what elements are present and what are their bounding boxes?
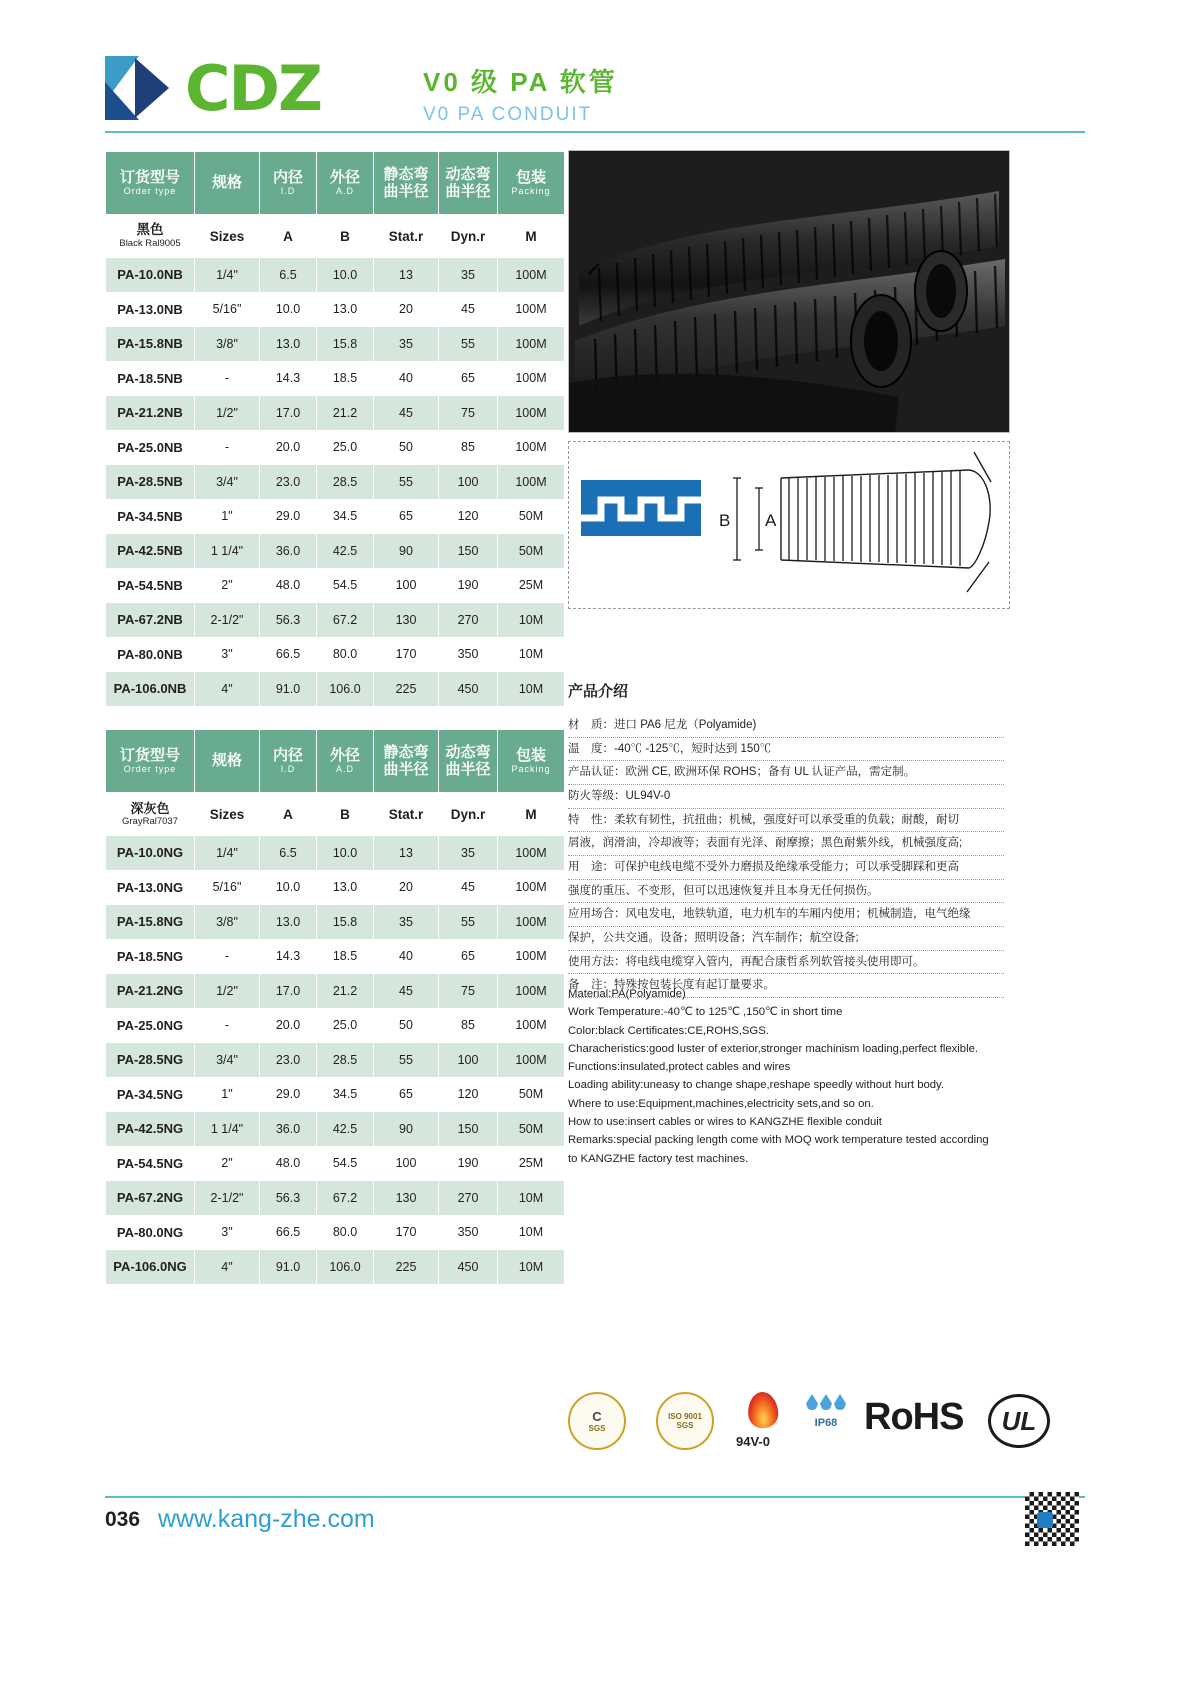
table-cell: 4" [195,1250,260,1285]
table-cell: PA-13.0NG [106,870,195,905]
table-cell: 5/16" [195,292,260,327]
table-cell: 225 [374,1250,439,1285]
subheader-ad: B [317,215,374,258]
table-row [106,465,565,500]
subheader-stat: Stat.r [374,215,439,258]
certification-badges [568,1390,1037,1460]
subheader-dyn: Dyn.r [439,793,498,836]
table-cell: 13 [374,258,439,293]
table-cell: 106.0 [317,1250,374,1285]
table-cell: 36.0 [260,534,317,569]
label-b: B [719,511,731,530]
table-cell: 350 [439,1215,498,1250]
table-cell: 270 [439,603,498,638]
table-cell: 6.5 [260,836,317,871]
product-spec-line: 应用场合：风电发电，地铁轨道，电力机车的车厢内使用；机械制造，电气绝缘 [568,903,1004,927]
table-cell: PA-13.0NB [106,292,195,327]
table-cell: 10M [498,1250,565,1285]
table-cell: PA-21.2NB [106,396,195,431]
table-cell: 54.5 [317,1146,374,1181]
table-row [106,939,565,974]
table-cell: 85 [439,1008,498,1043]
table-cell: 2" [195,568,260,603]
table-cell: 130 [374,1181,439,1216]
table-header-row [106,730,565,793]
column-header: 订货型号 Order type [106,730,195,793]
table-cell: 85 [439,430,498,465]
table-cell: 13.0 [317,870,374,905]
table-row [106,1181,565,1216]
table-cell: 45 [439,870,498,905]
table-cell: 2" [195,1146,260,1181]
table-cell: 3/8" [195,905,260,940]
table-cell: 75 [439,974,498,1009]
table-cell: 21.2 [317,974,374,1009]
table-cell: 90 [374,534,439,569]
table-cell: 14.3 [260,361,317,396]
product-spec-line-en: Functions:insulated,protect cables and wires [568,1061,791,1074]
table-cell: 190 [439,568,498,603]
table-cell: - [195,361,260,396]
table-cell: 40 [374,939,439,974]
table-cell: 2-1/2" [195,603,260,638]
sgs-icon: C SGS [568,1392,626,1450]
spec-table-black [105,151,565,707]
table-cell: 5/16" [195,870,260,905]
table-cell: 1/2" [195,396,260,431]
table-cell: 1 1/4" [195,1112,260,1147]
table-cell: 42.5 [317,1112,374,1147]
product-spec-line: 特 性：柔软有韧性，抗扭曲；机械，强度好可以承受重的负载；耐酸，耐切 [568,809,1004,833]
table-row [106,430,565,465]
table-cell: 100 [374,1146,439,1181]
table-cell: 170 [374,1215,439,1250]
table-cell: 67.2 [317,1181,374,1216]
table-cell: 106.0 [317,672,374,707]
table-cell: 1" [195,499,260,534]
table-cell: 67.2 [317,603,374,638]
table-cell: PA-15.8NB [106,327,195,362]
table-cell: 13.0 [317,292,374,327]
table-cell: 3/8" [195,327,260,362]
table-cell: 20 [374,292,439,327]
table-cell: 40 [374,361,439,396]
table-cell: 25M [498,1146,565,1181]
table-cell: 55 [374,1043,439,1078]
table-row [106,258,565,293]
table-row [106,568,565,603]
table-cell: 21.2 [317,396,374,431]
column-header: 内径 I.D [260,152,317,215]
table-cell: 48.0 [260,1146,317,1181]
table-cell: 91.0 [260,1250,317,1285]
table-cell: - [195,939,260,974]
table-row [106,1146,565,1181]
table-cell: 100M [498,327,565,362]
table-cell: 100 [374,568,439,603]
table-cell: 1" [195,1077,260,1112]
table-cell: 100M [498,258,565,293]
table-cell: PA-42.5NB [106,534,195,569]
table-cell: 50M [498,1077,565,1112]
table-cell: 10M [498,603,565,638]
table-cell: 28.5 [317,465,374,500]
table-cell: 35 [374,327,439,362]
iso-9001-icon: ISO 9001 SGS [656,1392,714,1450]
table-cell: 120 [439,1077,498,1112]
table-cell: 54.5 [317,568,374,603]
footer-divider [105,1496,1085,1498]
product-spec-line: 备 注：特殊按包装长度有起订量要求。 [568,974,1004,998]
flame-icon [747,1391,779,1429]
qr-center-icon [1037,1512,1053,1528]
table-cell: 100M [498,939,565,974]
table-cell: 50M [498,1112,565,1147]
table-cell: PA-18.5NB [106,361,195,396]
table-cell: 48.0 [260,568,317,603]
product-intro-en-list [568,985,998,1168]
product-spec-line-en: How to use:insert cables or wires to KANGZHE flexible conduit [568,1116,882,1129]
page-number: 036 [105,1508,141,1531]
color-cell: 深灰色 GrayRal7037 [106,793,195,836]
table-row [106,870,565,905]
product-spec-line-en: Loading ability:uneasy to change shape,reshape speedly without hurt body. [568,1079,944,1092]
table-cell: PA-42.5NG [106,1112,195,1147]
table-cell: PA-67.2NG [106,1181,195,1216]
table-cell: 100 [439,1043,498,1078]
table-cell: 29.0 [260,499,317,534]
product-spec-line-en: Where to use:Equipment,machines,electricity sets,and so on. [568,1097,874,1110]
table-cell: 23.0 [260,465,317,500]
table-cell: - [195,430,260,465]
table-cell: 20.0 [260,1008,317,1043]
product-photo [568,150,1010,433]
table-row [106,361,565,396]
product-intro-title: 产品介绍 [568,683,629,700]
table-cell: 65 [374,499,439,534]
table-cell: 13 [374,836,439,871]
table-cell: 100M [498,292,565,327]
product-intro-cn-list [568,714,1004,998]
column-header: 规格 [195,152,260,215]
table-cell: 3" [195,1215,260,1250]
table-cell: 130 [374,603,439,638]
product-spec-line-en: Characheristics:good luster of exterior,stronger machinism loading,perfect flexible. [568,1042,979,1055]
table-cell: PA-25.0NG [106,1008,195,1043]
column-header: 包装 Packing [498,152,565,215]
table-cell: PA-28.5NG [106,1043,195,1078]
table-cell: 100M [498,905,565,940]
table-cell: 36.0 [260,1112,317,1147]
table-cell: PA-34.5NB [106,499,195,534]
table-row [106,1077,565,1112]
table-cell: 100M [498,396,565,431]
website-link[interactable]: www.kang-zhe.com [158,1505,375,1533]
table-cell: 10M [498,1215,565,1250]
subheader-id: A [260,215,317,258]
table-cell: 66.5 [260,637,317,672]
table-row [106,1215,565,1250]
table-cell: 25.0 [317,1008,374,1043]
table-cell: 17.0 [260,396,317,431]
table-row [106,1250,565,1285]
product-spec-line-en: Work Temperature:-40℃ to 125℃ ,150℃ in short time [568,1006,843,1019]
table-cell: PA-54.5NB [106,568,195,603]
table-row [106,1112,565,1147]
color-cell: 黑色 Black Ral9005 [106,215,195,258]
table-header-row [106,152,565,215]
table-cell: 35 [374,905,439,940]
table-cell: 23.0 [260,1043,317,1078]
table-cell: 1/2" [195,974,260,1009]
table-cell: 29.0 [260,1077,317,1112]
page-header [105,48,1085,136]
table-cell: 13.0 [260,905,317,940]
table-row [106,905,565,940]
table-cell: 28.5 [317,1043,374,1078]
conduit-photo-illustration [569,151,1009,432]
table-cell: 3" [195,637,260,672]
table-cell: 55 [439,327,498,362]
table-cell: 18.5 [317,361,374,396]
table-row [106,534,565,569]
table-row [106,836,565,871]
table-cell: 100M [498,1008,565,1043]
table-cell: PA-106.0NB [106,672,195,707]
table-cell: 75 [439,396,498,431]
table-cell: 15.8 [317,905,374,940]
product-spec-line-en: to KANGZHE factory test machines. [568,1152,749,1165]
table-cell: 10M [498,1181,565,1216]
table-cell: 55 [439,905,498,940]
table-row [106,974,565,1009]
column-header: 订货型号 Order type [106,152,195,215]
header-divider [105,131,1085,133]
ul-icon: UL [988,1394,1050,1448]
product-title-en: V0 PA CONDUIT [423,104,593,125]
table-cell: 10M [498,637,565,672]
table-cell: PA-106.0NG [106,1250,195,1285]
subheader-packing: M [498,215,565,258]
flame-rating-label: 94V-0 [736,1434,770,1449]
table-cell: 15.8 [317,327,374,362]
table-cell: 66.5 [260,1215,317,1250]
table-cell: 65 [374,1077,439,1112]
table-cell: PA-80.0NB [106,637,195,672]
product-spec-line: 温 度：-40℃ -125℃，短时达到 150℃ [568,738,1004,762]
subheader-dyn: Dyn.r [439,215,498,258]
table-cell: PA-54.5NG [106,1146,195,1181]
subheader-sizes: Sizes [195,793,260,836]
table-cell: 50 [374,1008,439,1043]
table-cell: 225 [374,672,439,707]
table-cell: 45 [439,292,498,327]
column-header: 静态弯 曲半径 [374,152,439,215]
column-header: 包装 Packing [498,730,565,793]
product-spec-line: 使用方法：将电线电缆穿入管内，再配合康哲系列软管接头使用即可。 [568,951,1004,975]
table-cell: 450 [439,1250,498,1285]
table-cell: PA-28.5NB [106,465,195,500]
table-row [106,672,565,707]
table-row [106,396,565,431]
product-title-cn: V0 级 PA 软管 [423,67,618,97]
profile-square-wave-icon [581,480,701,536]
table-row [106,603,565,638]
table-cell: 100M [498,836,565,871]
subheader-id: A [260,793,317,836]
spec-table-gray [105,729,565,1285]
table-cell: 10.0 [260,292,317,327]
company-logo-icon [105,56,177,120]
table-cell: 100M [498,870,565,905]
table-cell: 34.5 [317,499,374,534]
ip68-icon: IP68 [796,1394,856,1429]
table-cell: 80.0 [317,1215,374,1250]
table-cell: 4" [195,672,260,707]
table-cell: 55 [374,465,439,500]
table-cell: 170 [374,637,439,672]
table-cell: 50 [374,430,439,465]
table-cell: 35 [439,836,498,871]
product-spec-line-en: Material:PA(Polyamide) [568,988,686,1000]
column-header: 动态弯 曲半径 [439,152,498,215]
product-spec-line: 用 途：可保护电线电缆不受外力磨损及绝缘承受能力；可以承受脚踩和更高 [568,856,1004,880]
product-spec-line: 产品认证：欧洲 CE, 欧洲环保 ROHS；备有 UL 认证产品，需定制。 [568,761,1004,785]
subheader-ad: B [317,793,374,836]
diagram-illustration [569,442,1007,606]
table-cell: PA-10.0NB [106,258,195,293]
table-cell: 150 [439,1112,498,1147]
product-spec-line: 材 质：进口 PA6 尼龙（Polyamide) [568,714,1004,738]
table-cell: 90 [374,1112,439,1147]
table-cell: 10M [498,672,565,707]
table-cell: 45 [374,396,439,431]
table-subheader-row [106,793,565,836]
table-cell: PA-25.0NB [106,430,195,465]
table-cell: 13.0 [260,327,317,362]
table-cell: 1/4" [195,836,260,871]
table-cell: 50M [498,499,565,534]
product-spec-line: 保护，公共交通。设备；照明设备；汽车制作；航空设备; [568,927,1004,951]
product-spec-line-en: Remarks:special packing length come with MOQ work temperature tested according [568,1134,989,1147]
product-spec-line: 屑液，润滑油，冷却液等；表面有光泽、耐摩擦；黑色耐紫外线，机械强度高; [568,832,1004,856]
table-cell: 65 [439,939,498,974]
table-row [106,1043,565,1078]
table-cell: 20 [374,870,439,905]
table-cell: 100M [498,361,565,396]
table-cell: 35 [439,258,498,293]
table-cell: 100M [498,974,565,1009]
table-cell: 6.5 [260,258,317,293]
logo-wordmark: CDZ [185,52,321,125]
subheader-packing: M [498,793,565,836]
table-row [106,1008,565,1043]
table-row [106,327,565,362]
table-cell: 14.3 [260,939,317,974]
cross-section-diagram [568,441,1010,609]
label-a: A [765,511,777,530]
table-cell: PA-15.8NG [106,905,195,940]
table-cell: PA-21.2NG [106,974,195,1009]
table-cell: - [195,1008,260,1043]
table-cell: PA-18.5NG [106,939,195,974]
table-cell: 80.0 [317,637,374,672]
table-subheader-row [106,215,565,258]
table-cell: 100M [498,465,565,500]
table-cell: 56.3 [260,1181,317,1216]
table-cell: 34.5 [317,1077,374,1112]
table-cell: 56.3 [260,603,317,638]
table-row [106,292,565,327]
column-header: 动态弯 曲半径 [439,730,498,793]
subheader-sizes: Sizes [195,215,260,258]
table-cell: 50M [498,534,565,569]
table-cell: 42.5 [317,534,374,569]
table-cell: PA-80.0NG [106,1215,195,1250]
product-spec-line: 防火等级：UL94V-0 [568,785,1004,809]
table-cell: 350 [439,637,498,672]
table-cell: 91.0 [260,672,317,707]
rohs-icon: RoHS [864,1396,964,1438]
table-cell: 10.0 [260,870,317,905]
table-cell: 150 [439,534,498,569]
table-cell: 270 [439,1181,498,1216]
table-cell: 450 [439,672,498,707]
table-cell: 45 [374,974,439,1009]
table-cell: 100M [498,1043,565,1078]
column-header: 外径 A.D [317,152,374,215]
column-header: 静态弯 曲半径 [374,730,439,793]
subheader-stat: Stat.r [374,793,439,836]
column-header: 内径 I.D [260,730,317,793]
table-cell: 18.5 [317,939,374,974]
table-cell: 1 1/4" [195,534,260,569]
column-header: 规格 [195,730,260,793]
table-cell: 3/4" [195,465,260,500]
table-cell: PA-34.5NG [106,1077,195,1112]
product-spec-line-en: Color:black Certificates:CE,ROHS,SGS. [568,1024,769,1037]
table-cell: 65 [439,361,498,396]
table-cell: PA-10.0NG [106,836,195,871]
table-cell: 100 [439,465,498,500]
product-spec-line: 强度的重压、不变形，但可以迅速恢复并且本身无任何损伤。 [568,880,1004,904]
table-cell: 1/4" [195,258,260,293]
table-cell: 2-1/2" [195,1181,260,1216]
table-cell: 17.0 [260,974,317,1009]
table-row [106,637,565,672]
table-cell: PA-67.2NB [106,603,195,638]
table-cell: 20.0 [260,430,317,465]
table-cell: 3/4" [195,1043,260,1078]
table-cell: 190 [439,1146,498,1181]
table-cell: 100M [498,430,565,465]
table-cell: 10.0 [317,258,374,293]
table-cell: 120 [439,499,498,534]
table-cell: 10.0 [317,836,374,871]
table-cell: 25.0 [317,430,374,465]
table-row [106,499,565,534]
table-cell: 25M [498,568,565,603]
column-header: 外径 A.D [317,730,374,793]
